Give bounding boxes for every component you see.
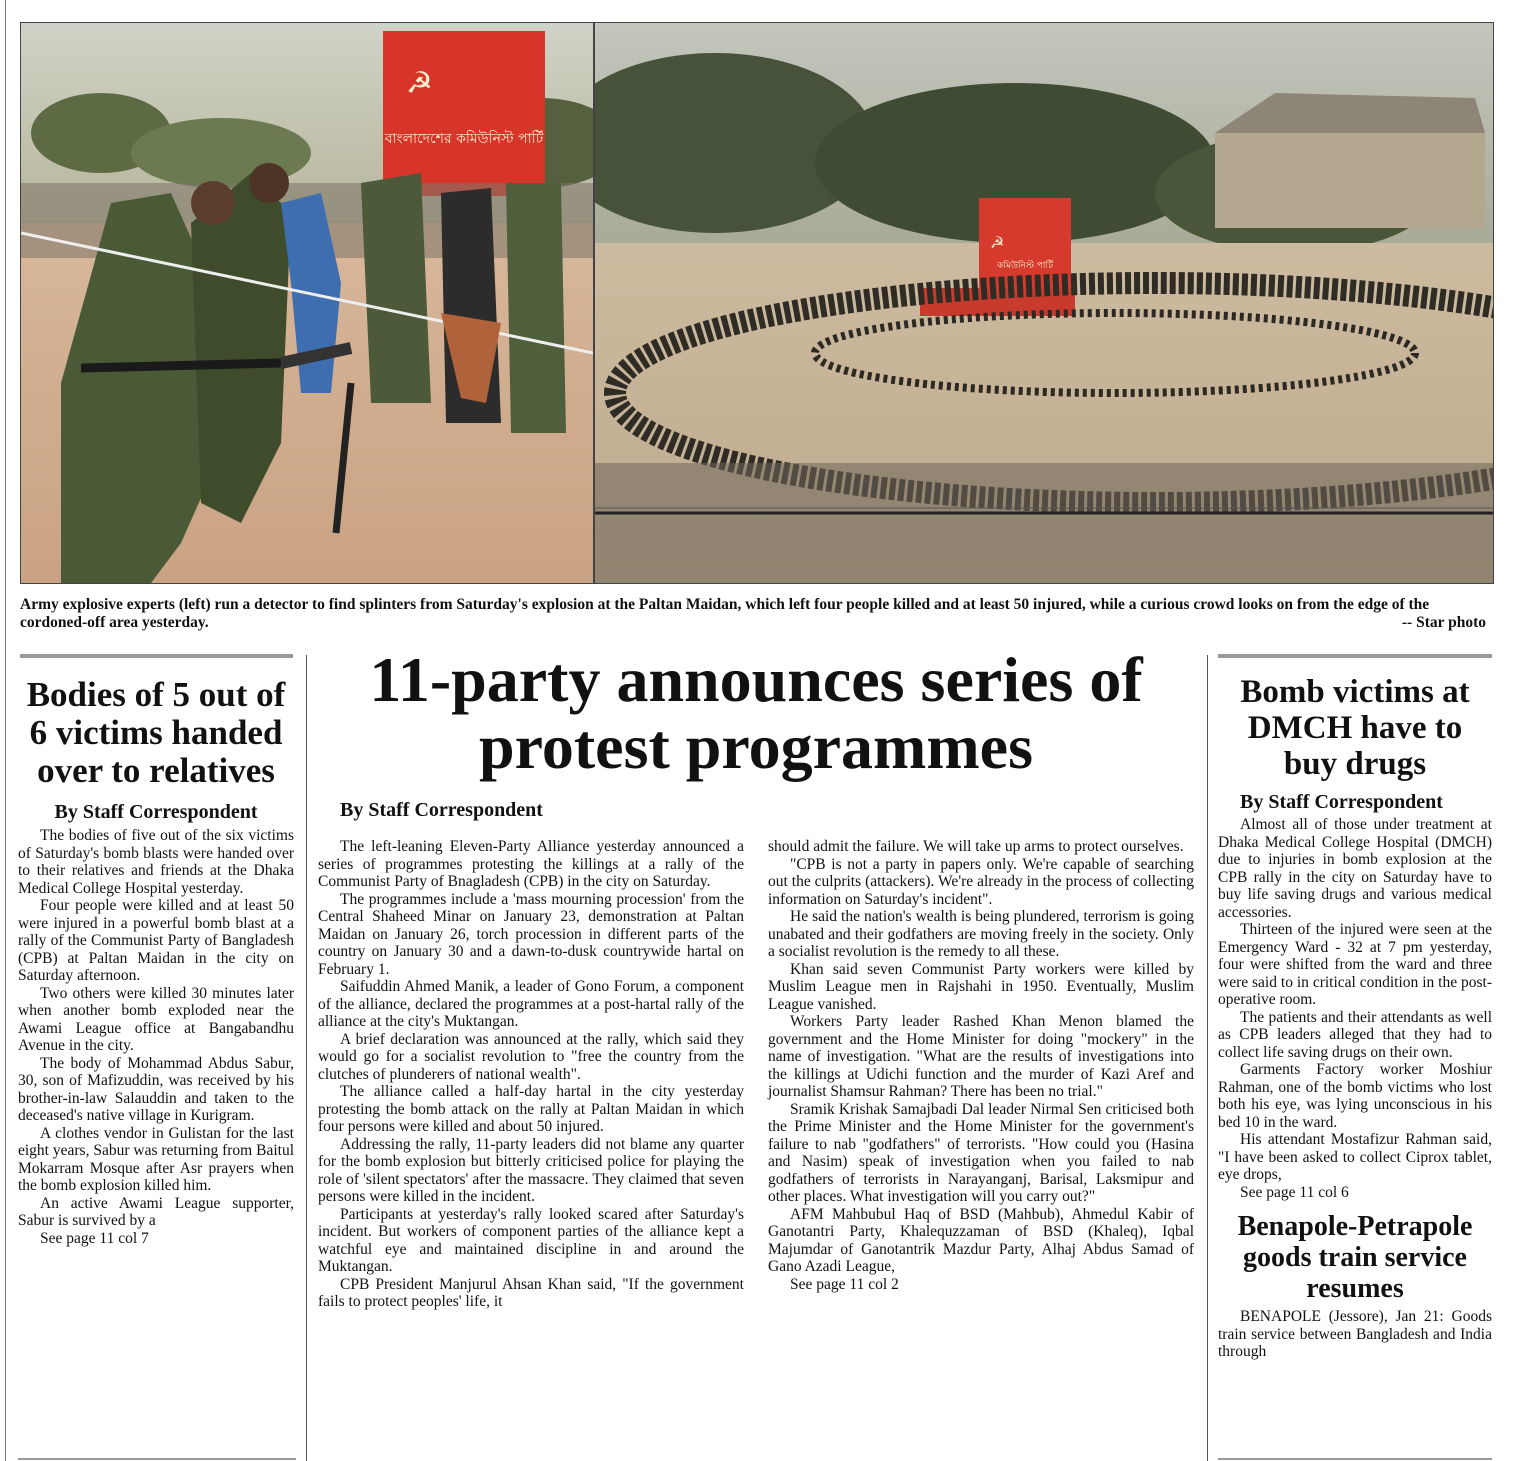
paragraph: Addressing the rally, 11-party leaders did not blame any quarter for the bomb explosion but bitterly criticised police for playing the role of 'silent spectators' after the massacre. They claimed that seven persons were killed in the incident. bbox=[318, 1135, 744, 1205]
paragraph: Saifuddin Ahmed Manik, a leader of Gono Forum, a component of the alliance, declared the programmes at a post-hartal rally of the alliance at the city's Muktangan. bbox=[318, 978, 744, 1030]
story-column-1 bbox=[318, 838, 744, 1311]
paragraph: Workers Party leader Rashed Khan Menon blamed the government and the Home Minister for doing "mockery" in the name of investigation. "What are the results of investigations into the killings at Udichi function and the murder of Kazi Aref and journalist Shamsur Rahman? There has been no trial." bbox=[768, 1013, 1194, 1100]
paragraph: CPB President Manjurul Ahsan Khan said, "If the government fails to protect peoples' life, it bbox=[318, 1275, 744, 1310]
column-divider bbox=[306, 655, 307, 1461]
hammer-sickle-icon: ☭ bbox=[406, 66, 433, 101]
brief-headline: Benapole-Petrapole goods train service resumes bbox=[1237, 1211, 1473, 1304]
bottom-rule bbox=[1218, 1458, 1492, 1460]
paragraph: An active Awami League supporter, Sabur is survived by a bbox=[18, 1194, 294, 1229]
column-divider bbox=[1207, 655, 1208, 1461]
stage-banner-text: কমিউনিস্ট পার্টি bbox=[996, 261, 1054, 271]
continued-link[interactable]: See page 11 col 2 bbox=[790, 1275, 899, 1293]
story-byline: By Staff Correspondent bbox=[54, 801, 258, 823]
hammer-sickle-icon: ☭ bbox=[990, 233, 1005, 252]
continued-link[interactable]: See page 11 col 7 bbox=[40, 1229, 149, 1247]
paragraph: The programmes include a 'mass mourning procession' from the Central Shaheed Minar on January 23, demonstration at Paltan Maidan on January 26, torch procession in different parts of the country on January 30 and a dawn-to-dusk countrywide hartal on February 1. bbox=[318, 890, 744, 978]
paragraph: Four people were killed and at least 50 were injured in a powerful bomb blast at a rally of the Communist Party of Bangladesh (CPB) at Paltan Maidan in the city on Saturday afternoon. bbox=[18, 897, 294, 984]
story-byline: By Staff Correspondent bbox=[340, 799, 543, 821]
story-bomb-victims-dmch bbox=[1218, 674, 1492, 1361]
paragraph: BENAPOLE (Jessore), Jan 21: Goods train service between Bangladesh and India through bbox=[1218, 1308, 1492, 1360]
paragraph: Almost all of those under treatment at Dhaka Medical College Hospital (DMCH) due to injuries in bomb explosion at the CPB rally in the city on Saturday have to buy life saving drugs and various medical accessories. bbox=[1218, 816, 1492, 921]
paragraph: The body of Mohammad Abdus Sabur, 30, son of Mafizuddin, was received by his brother-in-law Salauddin and taken to the deceased's native village in Kurigram. bbox=[18, 1054, 294, 1124]
building bbox=[1215, 133, 1485, 228]
brief-body bbox=[1218, 1308, 1492, 1361]
paragraph: Participants at yesterday's rally looked scared after Saturday's incident. But workers of component parties of the alliance kept a watchful eye and maintained discipline in and around the Muktangan. bbox=[318, 1205, 744, 1275]
story-11-party-protest bbox=[318, 644, 1194, 1310]
paragraph: Sramik Krishak Samajbadi Dal leader Nirmal Sen criticised both the Prime Minister and the Home Minister for the government's failure to nab "godfathers" of terrorists. "How could you (Hasina and Nasim) speak of investigation when you failed to nab godfathers of terrorists in Narayanganj, Barisal, Laksmipur and other places. What investigation will you carry out?" bbox=[768, 1100, 1194, 1205]
story-headline: Bodies of 5 out of 6 victims handed over to relatives bbox=[26, 675, 286, 790]
paragraph: The alliance called a half-day hartal in the city yesterday protesting the bomb attack on the rally at Paltan Maidan in which four persons were killed and about 50 injured. bbox=[318, 1083, 744, 1135]
paragraph: Two others were killed 30 minutes later when another bomb exploded near the Awami League office at Bangabandhu Avenue in the city. bbox=[18, 984, 294, 1054]
paragraph: The patients and their attendants as well as CPB leaders alleged that they had to collect life saving drugs on their own. bbox=[1218, 1008, 1492, 1061]
paragraph: Thirteen of the injured were seen at the Emergency Ward - 32 at 7 pm yesterday, four were shifted from the ward and three were said to in critical condition in the post-operative room. bbox=[1218, 921, 1492, 1008]
banner-text: বাংলাদেশের কমিউনিস্ট পার্টি bbox=[384, 131, 544, 147]
communist-party-banner bbox=[383, 31, 545, 196]
paragraph: AFM Mahbubul Haq of BSD (Mahbub), Ahmedul Kabir of Ganotantri Party, Khalequzzaman of BSD (Khaleq), Iqbal Majumdar of Ganotantrik Mazdur Party, Alhaj Abdus Samad of Gano Azadi League, bbox=[768, 1205, 1194, 1275]
paragraph: The bodies of five out of the six victims of Saturday's bomb blasts were handed over to their relatives and friends at the Dhaka Medical College Hospital yesterday. bbox=[18, 827, 294, 897]
story-headline: Bomb victims at DMCH have to buy drugs bbox=[1240, 674, 1470, 782]
continued-link[interactable]: See page 11 col 6 bbox=[1240, 1183, 1349, 1201]
paragraph: Khan said seven Communist Party workers were killed by Muslim League men in Rajshahi in 1950. Eventually, Muslim League vanished. bbox=[768, 960, 1194, 1013]
story-body bbox=[18, 827, 294, 1247]
bottom-rule bbox=[18, 1458, 296, 1460]
paragraph: The left-leaning Eleven-Party Alliance yesterday announced a series of programmes protesting the killings at a rally of the Communist Party of Bnagladesh (CPB) in the city on Saturday. bbox=[318, 838, 744, 890]
story-body bbox=[1218, 816, 1492, 1201]
photo-paltan-maidan-crowd bbox=[594, 22, 1494, 584]
column-rule-left bbox=[20, 654, 293, 658]
photo-army-explosive-experts bbox=[20, 22, 594, 584]
paragraph: "CPB is not a party in papers only. We're capable of searching out the culprits (attackers). We're already in the process of collecting information on Saturday's incident". bbox=[768, 855, 1194, 908]
story-bodies-handed-over bbox=[18, 676, 294, 1247]
page-margin-rule bbox=[5, 0, 6, 1461]
paragraph: He said the nation's wealth is being plundered, terrorism is going unabated and their godfathers are moving freely in the society. Only a socialist revolution is the remedy to all these. bbox=[768, 908, 1194, 960]
paragraph: A brief declaration was announced at the rally, which said they would go for a socialist revolution to "free the country from the clutches of plunderers of national wealth". bbox=[318, 1030, 744, 1083]
story-byline: By Staff Correspondent bbox=[1240, 791, 1443, 813]
photo-caption bbox=[20, 596, 1492, 632]
paragraph: Garments Factory worker Moshiur Rahman, one of the bomb victims who lost both his eye, was lying unconscious in his bed 10 in the ward. bbox=[1218, 1061, 1492, 1131]
paragraph: His attendant Mostafizur Rahman said, "I have been asked to collect Ciprox tablet, eye drops, bbox=[1218, 1131, 1492, 1183]
lead-headline: 11-party announces series of protest programmes bbox=[369, 644, 1143, 782]
paragraph: A clothes vendor in Gulistan for the last eight years, Sabur was returning from Baitul Mokarram Mosque after Asr prayers when the bomb explosion killed him. bbox=[18, 1124, 294, 1194]
paragraph: should admit the failure. We will take up arms to protect ourselves. bbox=[768, 838, 1184, 855]
caption-text: Army explosive experts (left) run a detector to find splinters from Saturday's explosion at the Paltan Maidan, which left four people killed and at least 50 injured, while a curious crowd looks on from the edge of the cordoned-off area yesterday. bbox=[20, 596, 1430, 631]
column-rule-right bbox=[1218, 654, 1492, 658]
photo-credit: -- Star photo bbox=[1401, 614, 1486, 631]
story-column-2 bbox=[768, 838, 1194, 1293]
